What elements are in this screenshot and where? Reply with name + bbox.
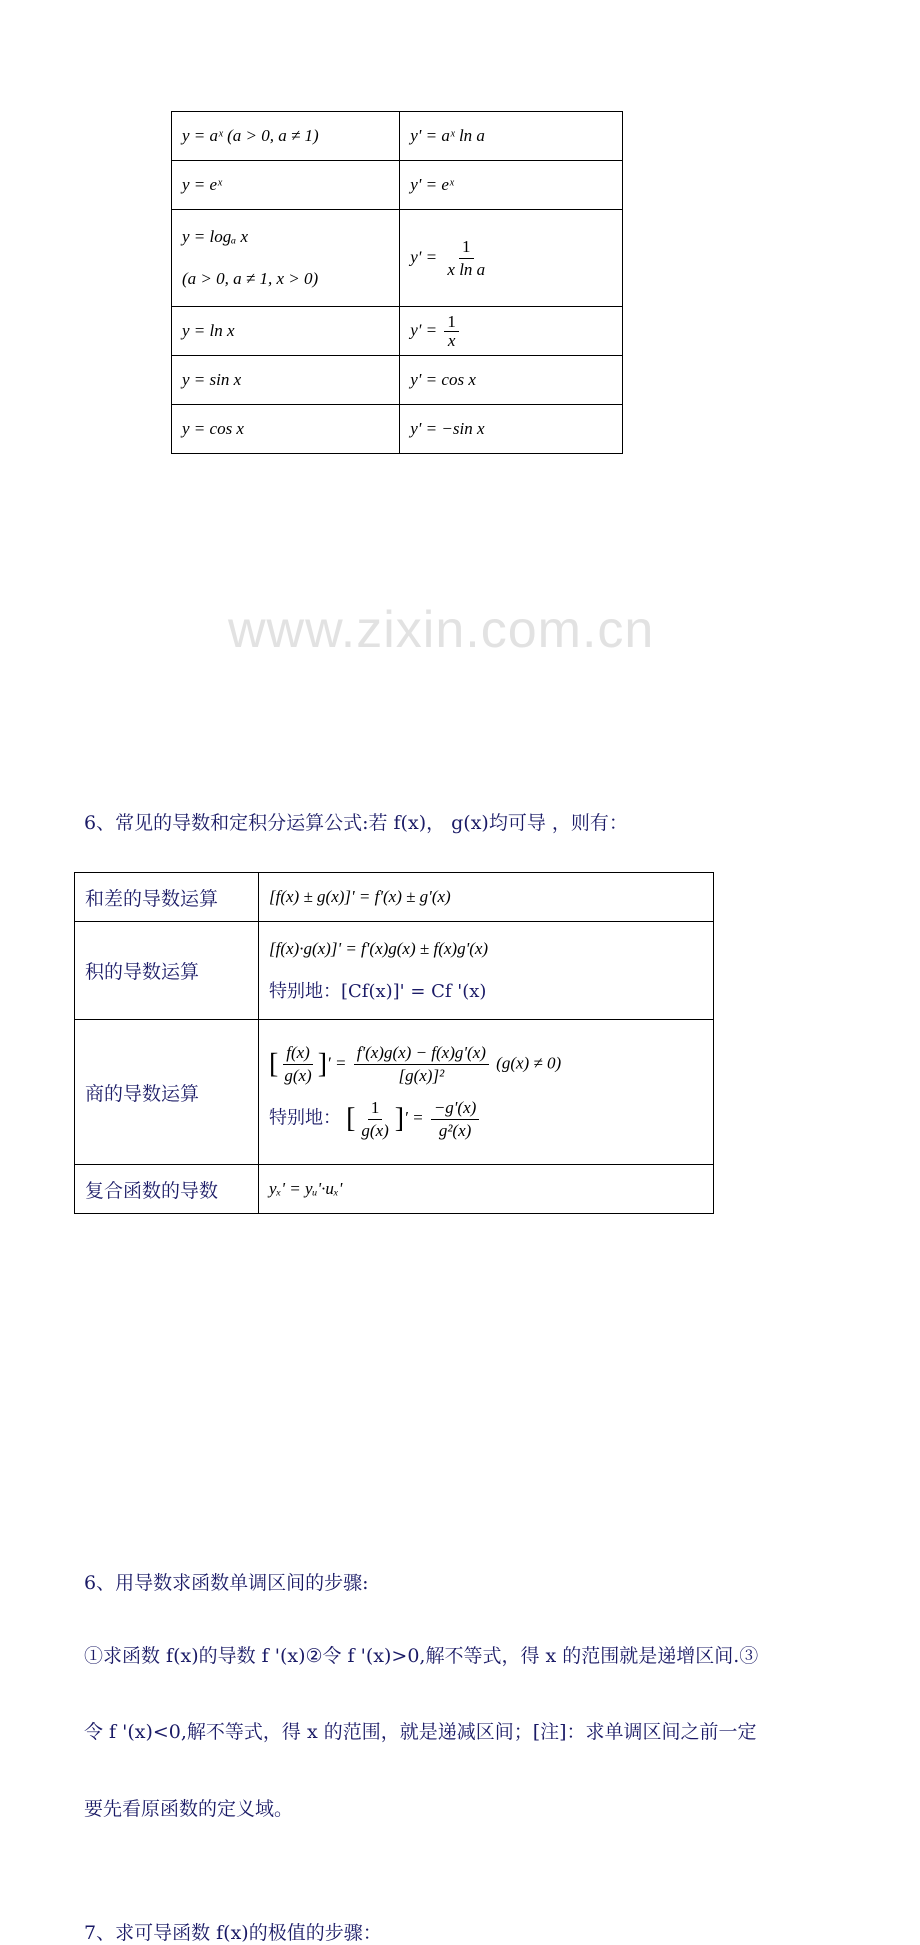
rule-formula [259,1020,714,1165]
rule-label: 积的导数运算 [75,922,259,1020]
function-condition: (a > 0, a ≠ 1, x > 0) [182,269,319,288]
table-row [172,307,623,356]
table-row [172,356,623,405]
function-cell: y = eˣ [172,161,400,210]
derivative-cell: y' = −sin x [400,405,623,454]
function-cell: y = ln x [172,307,400,356]
product-formula: [f(x)·g(x)]' = f'(x)g(x) ± f(x)g'(x) [269,938,489,958]
table-row [75,873,714,922]
function-cell [172,210,400,307]
table-row [172,405,623,454]
derivative-table [171,111,623,454]
watermark: www.zixin.com.cn [228,601,655,659]
denominator: x [447,330,456,350]
rule-formula: [f(x) ± g(x)]' = f'(x) ± g'(x) [259,873,714,922]
quotient-formula: [ $\frac{f(x)}{g(x)}$ ]′ = $\frac{f'(x)g(x) - f(x)g'(x)}{\text{[g(x)]²}}$ (g(x) ≠ 0) [269,1043,562,1085]
fraction [431,1097,479,1142]
paragraph-line: 令 f '(x)<0,解不等式，得 x 的范围，就是递减区间；[注]：求单调区间之前一定 [84,1721,757,1743]
function-cell: y = sin x [172,356,400,405]
denominator: [g(x)]² [398,1066,445,1085]
fraction [444,313,459,350]
fraction [444,236,488,281]
table-row [172,210,623,307]
derivative-cell: y' = cos x [400,356,623,405]
function-cell: y = cos x [172,405,400,454]
quotient-special: 特别地： [ $\frac{1}{g(x)}$ ]′ = $\frac{-g'(x)}{\text{g²(x)}}$ [269,1097,703,1142]
rule-formula: yₓ' = yᵤ'·uₓ' [259,1165,714,1214]
product-special: 特别地：[Cf(x)]' = Cf '(x) [269,980,487,1002]
table-row [75,1020,714,1165]
quotient-condition: (g(x) ≠ 0) [496,1053,562,1073]
rule-label: 商的导数运算 [75,1020,259,1165]
section-heading: 6、用导数求函数单调区间的步骤: [84,1572,369,1594]
table-row [75,922,714,1020]
numerator: −g'(x) [431,1097,479,1120]
fraction [354,1042,489,1087]
rule-label: 复合函数的导数 [75,1165,259,1214]
derivative-cell: y' = aˣ ln a [400,112,623,161]
operation-rules-table [74,872,714,1214]
denominator: g²(x) [438,1121,472,1140]
section-heading: 7、求可导函数 f(x)的极值的步骤： [84,1922,382,1944]
table-row [172,161,623,210]
paragraph-line: 要先看原函数的定义域。 [84,1798,294,1820]
derivative-cell: y' = $\frac{1}{x}$ [400,307,623,356]
rule-label: 和差的导数运算 [75,873,259,922]
numerator: 1 [459,236,474,259]
table-row [172,112,623,161]
special-label: 特别地： [269,1107,341,1129]
derivative-cell: y' = $\frac{1}{\text{x ln a}}$ [400,210,623,307]
section-heading: 6、常见的导数和定积分运算公式:若 f(x)， g(x)均可导 ，则有： [84,812,628,834]
derivative-cell: y' = eˣ [400,161,623,210]
paragraph-line: ①求函数 f(x)的导数 f '(x)②令 f '(x)>0,解不等式，得 x 的范围就是递增区间.③ [84,1645,759,1667]
rule-formula [259,922,714,1020]
numerator: 1 [444,313,459,332]
numerator: f'(x)g(x) − f(x)g'(x) [354,1042,489,1065]
denominator: x ln a [447,259,486,279]
function-line: y = logₐ x [182,227,249,246]
fraction: $\frac{f(x)}{g(x)}$ [284,1043,312,1085]
table-row [75,1165,714,1214]
function-cell: y = aˣ (a > 0, a ≠ 1) [172,112,400,161]
